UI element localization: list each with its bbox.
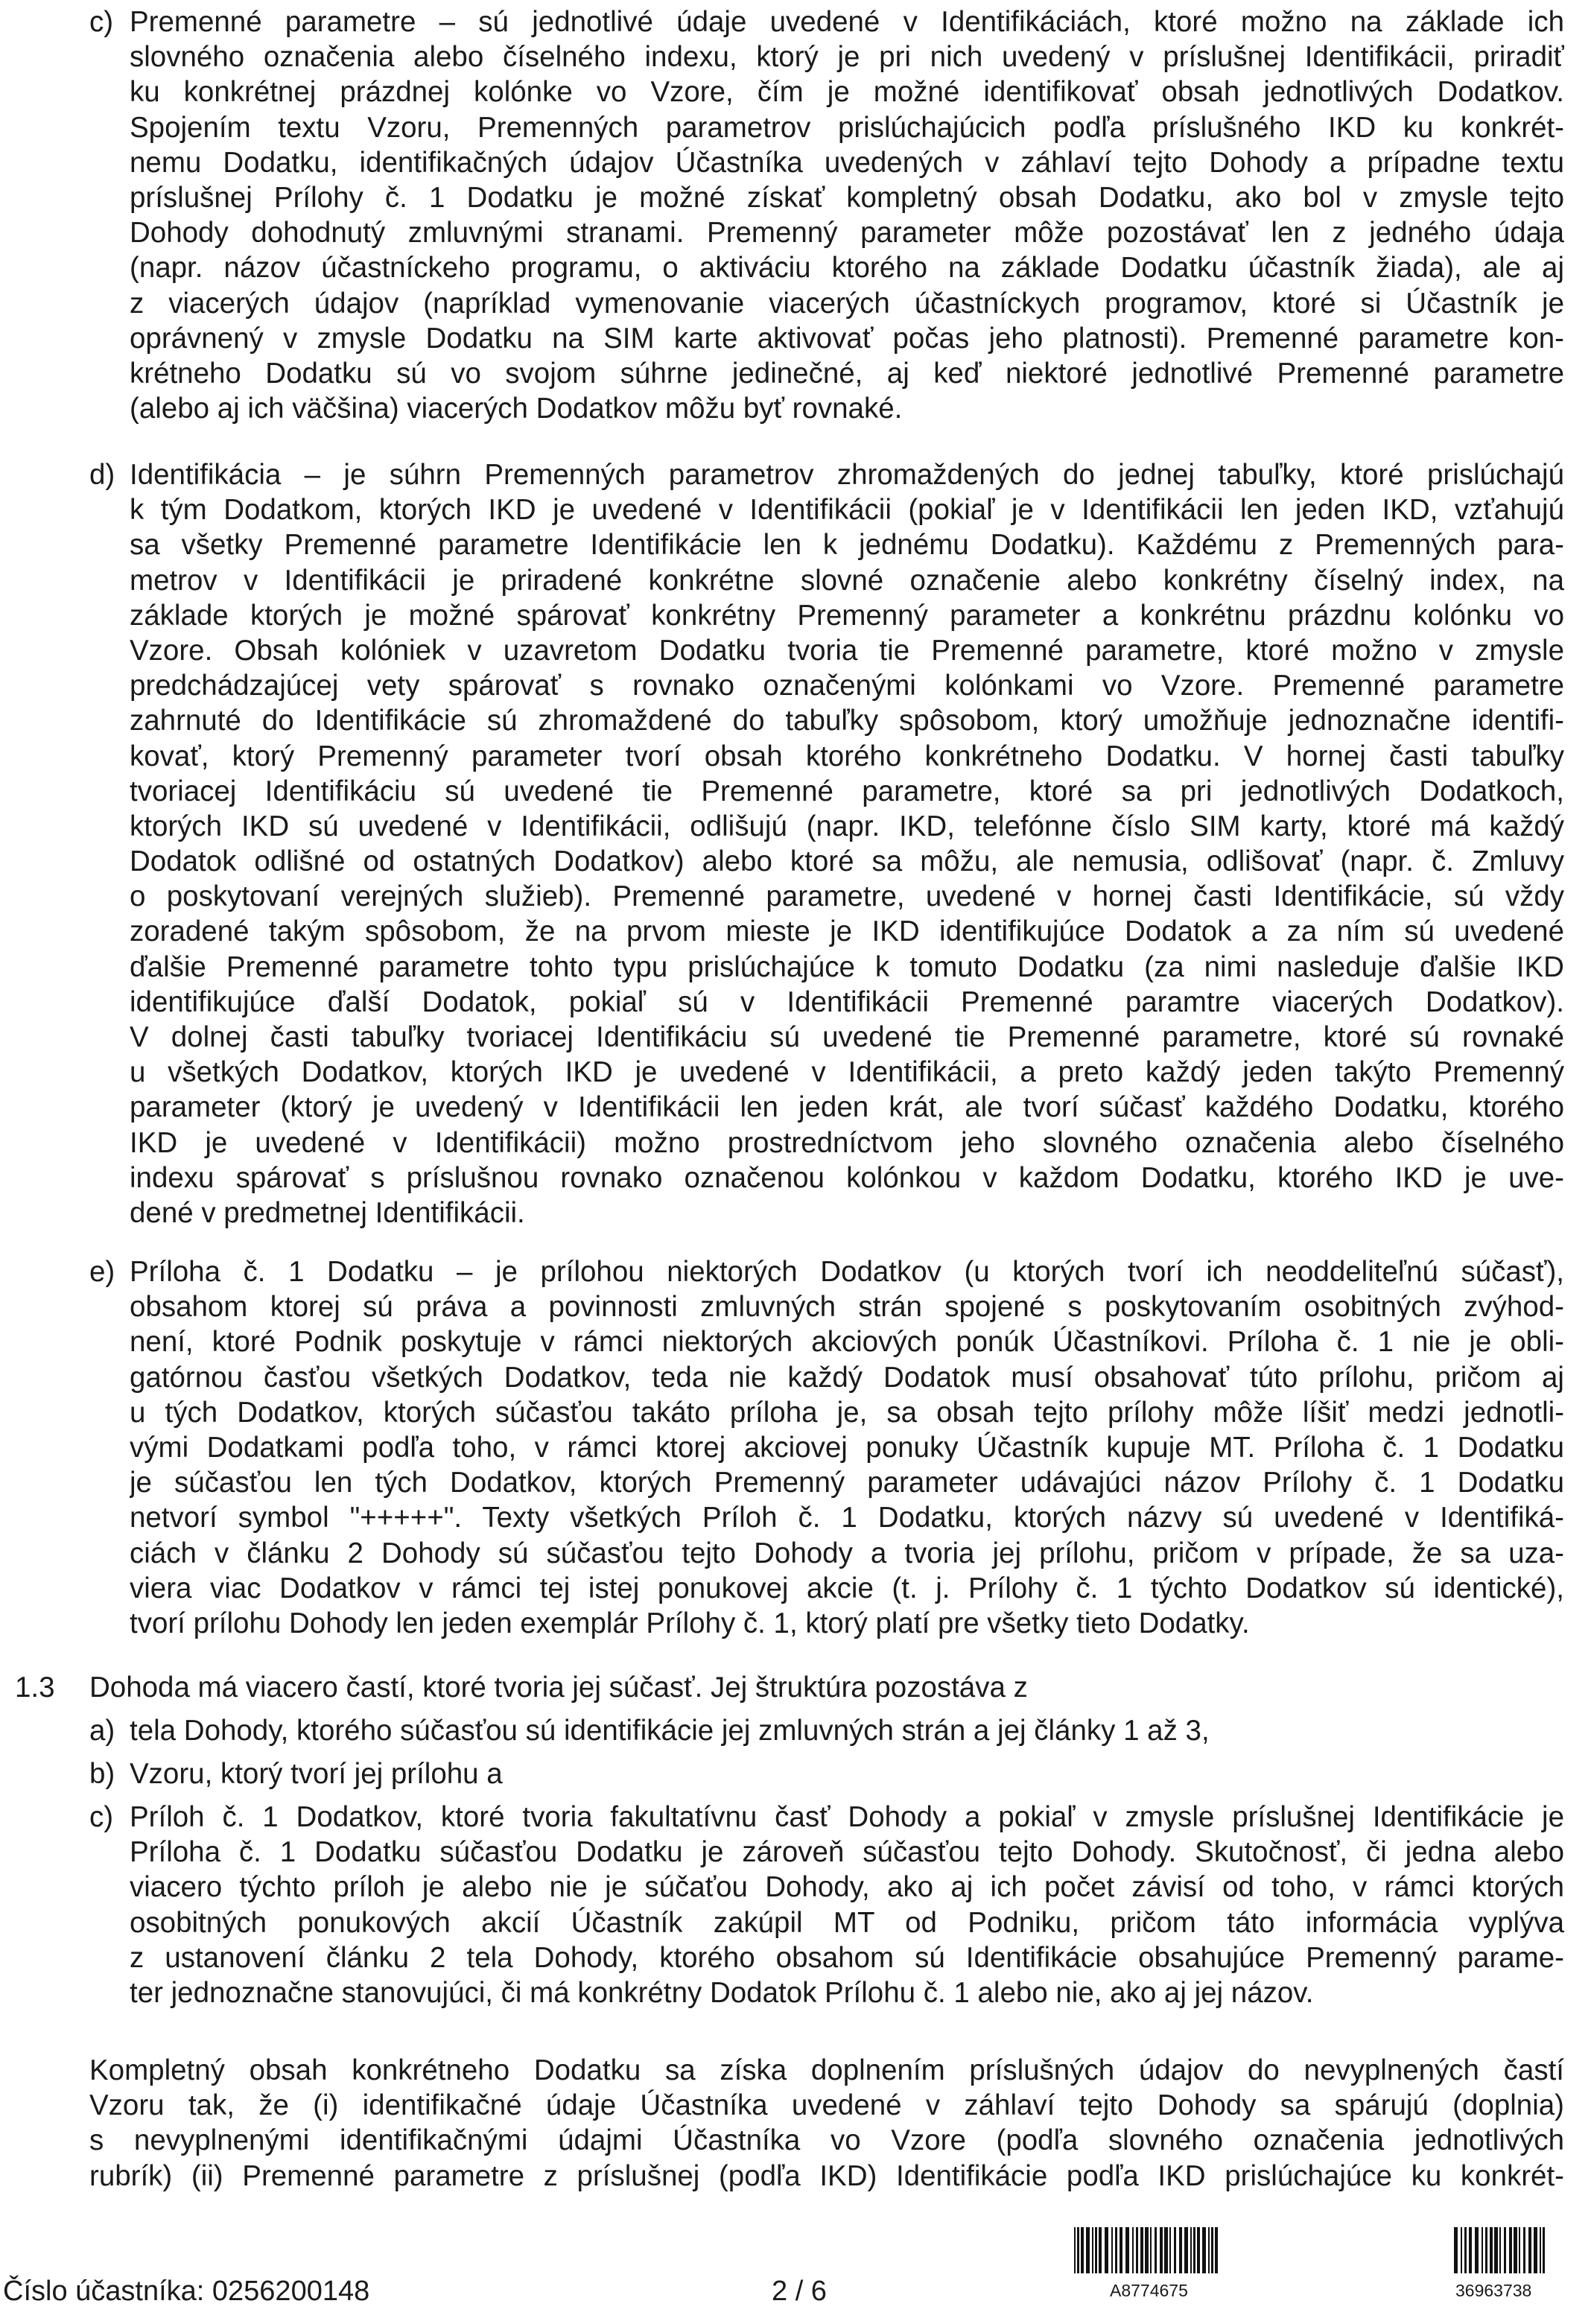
- page-number: 2 / 6: [772, 2276, 827, 2307]
- text-line: Kompletný obsah konkrétneho Dodatku sa získa doplnením príslušných údajov do nevyplnených častí: [89, 2054, 1564, 2086]
- item-b-text: Vzoru, ktorý tvorí jej prílohu a: [130, 1758, 503, 1790]
- text-line: ďalšie Premenné parametre tohto typu prislúchajúce k tomuto Dodatku (za nimi nasleduje ďalšie IKD: [130, 950, 1564, 983]
- barcode-bar: [1494, 2227, 1498, 2273]
- barcode-bar: [1169, 2227, 1171, 2273]
- text-line: ter jednoznačne stanovujúci, či má konkrétny Dodatok Prílohu č. 1 alebo nie, ako aj jej názov.: [130, 1976, 1314, 2009]
- barcode-bar: [1081, 2227, 1084, 2273]
- text-line: dené v predmetnej Identifikácii.: [130, 1196, 525, 1229]
- barcode-bar: [1461, 2227, 1462, 2273]
- barcode-bar: [1140, 2227, 1143, 2273]
- barcode-bar: [1519, 2227, 1520, 2273]
- barcode-bar: [1482, 2227, 1483, 2273]
- barcode-bar: [1523, 2227, 1525, 2273]
- barcode-bar: [1145, 2227, 1149, 2273]
- barcode-right: [1454, 2227, 1546, 2273]
- barcode-bar: [1174, 2227, 1176, 2273]
- barcode-bar: [1132, 2227, 1134, 2273]
- text-line: osobitných ponukových akcií Účastník zakúpil MT od Podniku, pričom táto informácia vyplýva: [130, 1906, 1564, 1939]
- barcode-bar: [1208, 2227, 1210, 2273]
- text-line: parameter (ktorý je uvedený v Identifikácii len jeden krát, ale tvorí súčasť každého Dodatku, ktorého: [130, 1091, 1564, 1124]
- barcode-bar: [1164, 2227, 1168, 2273]
- text-line: obsahom ktorej sú práva a povinnosti zmluvných strán spojené s poskytovaním osobitných zvýhod-: [130, 1291, 1564, 1324]
- text-line: gatórnou časťou všetkých Dodatkov, teda nie každý Dodatok musí obsahovať túto prílohu, pričom aj: [130, 1361, 1564, 1394]
- barcode-bar: [1160, 2227, 1163, 2273]
- text-line: Príloha č. 1 Dodatku – je prílohou niektorých Dodatkov (u ktorých tvorí ich neoddeliteľnú súčasť),: [130, 1256, 1564, 1288]
- text-line: k tým Dodatkom, ktorých IKD je uvedené v Identifikácii (pokiaľ je v Identifikácii len jeden IKD, vzťahujú: [130, 494, 1564, 527]
- text-line: viera viac Dodatkov v rámci tej istej ponukovej akcie (t. j. Prílohy č. 1 týchto Dodatkov sú identické),: [130, 1572, 1564, 1604]
- text-line: Vzore. Obsah kolóniek v uzavretom Dodatku tvoria tie Premenné parametre, ktoré možno v zmysle: [130, 634, 1564, 667]
- barcode-bar: [1504, 2227, 1506, 2273]
- text-line: nemu Dodatku, identifikačných údajov Účastníka uvedených v záhlaví tejto Dohody a prípadne textu: [130, 146, 1564, 179]
- barcode-bar: [1475, 2227, 1479, 2273]
- barcode-bar: [1179, 2227, 1182, 2273]
- barcode-bar: [1184, 2227, 1188, 2273]
- text-line: slovného označenia alebo číselného indexu, ktorý je pri nich uvedený v príslušnej Identifikácii, priradiť: [130, 41, 1564, 74]
- barcode-bar: [1111, 2227, 1113, 2273]
- text-line: (napr. názov účastníckeho programu, o aktiváciu ktorého na základe Dodatku účastník žiada), ale aj: [130, 252, 1564, 285]
- text-line: Identifikácia – je súhrn Premenných parametrov zhromaždených do jednej tabuľky, ktoré prislúchajú: [130, 459, 1564, 491]
- closing-paragraph: [89, 2053, 1564, 2194]
- barcode-bar: [1120, 2227, 1122, 2273]
- barcode-bar: [1464, 2227, 1467, 2273]
- section-e-text: [130, 1254, 1564, 1641]
- barcode-bar: [1197, 2227, 1200, 2273]
- text-line: ciách v článku 2 Dohody sú súčasťou tejto Dohody a tvoria jej prílohu, pričom v prípade, že sa uza-: [130, 1537, 1564, 1569]
- text-line: o poskytovaní verejných služieb). Premenné parametre, uvedené v hornej časti Identifikácie, sú vždy: [130, 880, 1564, 913]
- barcode-bar: [1150, 2227, 1152, 2273]
- text-line: Dohody dohodnutý zmluvnými stranami. Premenný parameter môže pozostávať len z jedného údaja: [130, 217, 1564, 250]
- text-line: z ustanovení článku 2 tela Dohody, ktorého obsahom sú Identifikácie obsahujúce Premenný parame-: [130, 1941, 1564, 1974]
- barcode-bar: [1190, 2227, 1192, 2273]
- text-line: u tých Dodatkov, ktorých súčasťou takáto príloha je, sa obsah tejto prílohy môže líšiť medzi jednotli-: [130, 1396, 1564, 1429]
- section-c-text: [130, 4, 1564, 426]
- text-line: Spojením textu Vzoru, Premenných parametrov prislúchajúcich podľa príslušného IKD ku konkrét-: [130, 111, 1564, 144]
- barcode-bar: [1092, 2227, 1093, 2273]
- item-c-marker: c): [89, 1801, 114, 1833]
- barcode-bar: [1490, 2227, 1493, 2273]
- barcode-bar: [1095, 2227, 1097, 2273]
- section-d-marker: d): [89, 459, 115, 491]
- barcode-bar: [1074, 2227, 1076, 2273]
- barcode-bar: [1509, 2227, 1512, 2273]
- text-line: Príloh č. 1 Dodatkov, ktoré tvoria fakultatívnu časť Dohody a pokiaľ v zmysle príslušnej Identifikácie je: [130, 1801, 1564, 1833]
- barcode-bar: [1099, 2227, 1102, 2273]
- text-line: indexu spárovať s príslušnou rovnako označenou kolónkou v každom Dodatku, ktorého IKD je uve-: [130, 1161, 1564, 1194]
- text-line: krétneho Dodatku sú vo svojom súhrne jedinečné, aj keď niektoré jednotlivé Premenné parametre: [130, 357, 1564, 390]
- text-line: identifikujúce ďalší Dodatok, pokiaľ sú v Identifikácii Premenné paramtre viacerých Dodatkov).: [130, 985, 1564, 1018]
- text-line: základe ktorých je možné spárovať konkrétny Premenný parameter a konkrétnu prázdnu kolónku vo: [130, 599, 1564, 632]
- barcode-bar: [1202, 2227, 1206, 2273]
- barcode-bar: [1485, 2227, 1487, 2273]
- text-line: predchádzajúcej vety spárovať s rovnako označenými kolónkami vo Vzore. Premenné parametre: [130, 670, 1564, 702]
- text-line: kovať, ktorý Premenný parameter tvorí obsah ktorého konkrétneho Dodatku. V hornej časti tabuľky: [130, 740, 1564, 772]
- text-line: V dolnej časti tabuľky tvoriacej Identifikáciu sú uvedené tie Premenné parametre, ktoré sú rovnaké: [130, 1021, 1564, 1053]
- barcode-bar: [1155, 2227, 1157, 2273]
- text-line: u všetkých Dodatkov, ktorých IKD je uvedené v Identifikácii, a preto každý jeden takýto Premenný: [130, 1056, 1564, 1089]
- item-c-text: [130, 1800, 1564, 2010]
- text-line: ku konkrétnej prázdnej kolónke vo Vzore, čím je možné identifikovať obsah jednotlivých Dodatkov.: [130, 76, 1564, 109]
- section-d-text: [130, 457, 1564, 1231]
- text-line: ktorých IKD sú uvedené v Identifikácii, odlišujú (napr. IKD, telefónne číslo SIM karty, ktoré má každý: [130, 810, 1564, 842]
- barcode-right-code: 36963738: [1455, 2281, 1532, 2300]
- text-line: príslušnej Prílohy č. 1 Dodatku je možné získať kompletný obsah Dodatku, ako bol v zmysle tejto: [130, 181, 1564, 214]
- text-line: z viacerých údajov (napríklad vymenovanie viacerých účastníckych programov, ktoré si Účastník je: [130, 287, 1564, 320]
- barcode-bar: [1528, 2227, 1531, 2273]
- text-line: rubrík) (ii) Premenné parametre z príslušnej (podľa IKD) Identifikácie podľa IKD prislúchajúce ku konkrét-: [89, 2159, 1564, 2192]
- barcode-bar: [1534, 2227, 1537, 2273]
- text-line: je súčasťou len tých Dodatkov, ktorých Premenný parameter udávajúci názov Prílohy č. 1 Dodatku: [130, 1467, 1564, 1499]
- text-line: Príloha č. 1 Dodatku súčasťou Dodatku je zároveň súčasťou tejto Dohody. Skutočnosť, či jedna alebo: [130, 1836, 1564, 1869]
- item-b-marker: b): [89, 1758, 115, 1790]
- text-line: zahrnuté do Identifikácie sú zhromaždené do tabuľky spôsobom, ktorý umožňuje jednoznačne identifi-: [130, 705, 1564, 737]
- barcode-left: [1074, 2227, 1221, 2273]
- barcode-bar: [1469, 2227, 1472, 2273]
- text-line: tvoriacej Identifikáciu sú uvedené tie Premenné parametre, ktoré sa pri jednotlivých Dodatkoch,: [130, 775, 1564, 807]
- text-line: tvorí prílohu Dohody len jeden exemplár Prílohy č. 1, ktorý platí pre všetky tieto Dodatky.: [130, 1607, 1250, 1639]
- section-c-marker: c): [89, 6, 114, 38]
- item-a-marker: a): [89, 1715, 115, 1747]
- text-line: netvorí symbol "+++++". Texty všetkých Príloh č. 1 Dodatku, ktorých názvy sú uvedené v Identifiká-: [130, 1502, 1564, 1534]
- barcode-left-code: A8774675: [1110, 2281, 1188, 2300]
- text-line: Vzoru tak, že (i) identifikačné údaje Účastníka uvedené v záhlaví tejto Dohody sa spárujú (doplnia): [89, 2089, 1564, 2122]
- text-line: (alebo aj ich väčšina) viacerých Dodatkov môžu byť rovnaké.: [130, 393, 903, 425]
- barcode-bar: [1115, 2227, 1117, 2273]
- barcode-bar: [1540, 2227, 1541, 2273]
- participant-number: Číslo účastníka: 0256200148: [3, 2276, 370, 2307]
- text-line: IKD je uvedené v Identifikácii) možno prostredníctvom jeho slovného označenia alebo číselného: [130, 1126, 1564, 1159]
- barcode-bar: [1086, 2227, 1090, 2273]
- text-line: sa všetky Premenné parametre Identifikácie len k jednému Dodatku). Každému z Premenných para-: [130, 529, 1564, 562]
- section-e-marker: e): [89, 1256, 115, 1288]
- barcode-bar: [1454, 2227, 1458, 2273]
- barcode-bar: [1125, 2227, 1129, 2273]
- barcode-bar: [1543, 2227, 1545, 2273]
- barcode-bar: [1215, 2227, 1218, 2273]
- text-line: Premenné parametre – sú jednotlivé údaje uvedené v Identifikáciách, ktoré možno na základe ich: [130, 6, 1564, 38]
- text-line: není, ktoré Podnik poskytuje v rámci niektorých akciových ponúk Účastníkovi. Príloha č. 1 nie je obli-: [130, 1326, 1564, 1359]
- barcode-bar: [1499, 2227, 1501, 2273]
- text-line: zoradené takým spôsobom, že na prvom mieste je IKD identifikujúce Dodatok a za ním sú uvedené: [130, 915, 1564, 948]
- text-line: Dodatok odlišné od ostatných Dodatkov) alebo ktoré sa môžu, ale nemusia, odlišovať (napr. č. Zmluvy: [130, 845, 1564, 878]
- text-line: oprávnený v zmysle Dodatku na SIM karte aktivovať počas jeho platnosti). Premenné parametre kon-: [130, 322, 1564, 355]
- item-a-text: tela Dohody, ktorého súčasťou sú identifikácie jej zmluvných strán a jej články 1 až 3,: [130, 1715, 1210, 1747]
- text-line: metrov v Identifikácii je priradené konkrétne slovné označenie alebo konkrétny číselný index, na: [130, 564, 1564, 597]
- barcode-bar: [1193, 2227, 1195, 2273]
- barcode-bar: [1105, 2227, 1108, 2273]
- text-line: s nevyplnenými identifikačnými údajmi Účastníka vo Vzore (podľa slovného označenia jednotlivých: [89, 2124, 1564, 2157]
- section-intro: Dohoda má viacero častí, ktoré tvoria jej súčasť. Jej štruktúra pozostáva z: [89, 1671, 1028, 1704]
- barcode-bar: [1514, 2227, 1517, 2273]
- barcode-bar: [1077, 2227, 1079, 2273]
- barcode-bar: [1211, 2227, 1213, 2273]
- text-line: viacero týchto príloh je alebo nie je súčaťou Dohody, ako aj ich počet závisí od toho, v rámci ktorých: [130, 1871, 1564, 1904]
- text-line: vými Dodatkami podľa toho, v rámci ktorej akciovej ponuky Účastník kupuje MT. Príloha č. 1 Dodatku: [130, 1431, 1564, 1464]
- section-number: 1.3: [15, 1671, 55, 1704]
- barcode-bar: [1136, 2227, 1138, 2273]
